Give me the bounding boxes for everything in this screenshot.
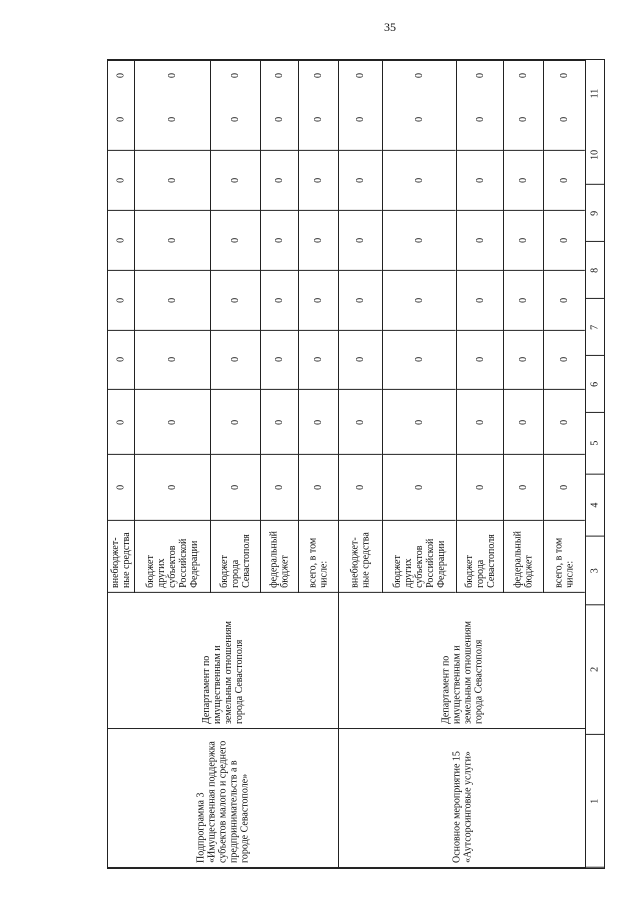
header-cell: 2 [586, 605, 604, 735]
value-cell: 0 [313, 72, 324, 78]
value-cell: 0 [211, 89, 260, 151]
value-cell: 0 [339, 211, 382, 271]
budget-table [107, 59, 605, 869]
value-cell: 0 [457, 151, 504, 211]
table-row [210, 61, 260, 593]
header-cell: 1 [586, 735, 604, 868]
value-cell: 0 [504, 390, 543, 455]
value-cell: 0 [108, 390, 134, 455]
value-cell: 0 [108, 211, 134, 271]
value-cell: 0 [457, 271, 504, 331]
header-cell: 10 [586, 126, 604, 185]
value-cell: 0 [339, 271, 382, 331]
header-cell: 9 [586, 185, 604, 242]
value-cell: 0 [261, 330, 298, 390]
value-cell: 0 [383, 330, 456, 390]
value-cell: 0 [457, 330, 504, 390]
value-cell: 0 [108, 151, 134, 211]
value-cell: 0 [211, 455, 260, 521]
value-cell: 0 [135, 390, 210, 455]
table-row [260, 61, 298, 593]
value-cell: 0 [559, 72, 571, 78]
value-cell: 0 [383, 455, 456, 521]
value-cell: 0 [167, 72, 178, 78]
funding-source: бюджет города Севастополя [457, 521, 504, 593]
group-block [338, 60, 585, 868]
value-cell: 0 [274, 72, 285, 78]
table-row [382, 61, 456, 593]
value-cell: 0 [518, 72, 530, 78]
funding-source: бюджет города Севастополя [211, 521, 260, 593]
value-cell: 0 [211, 271, 260, 331]
value-cell: 0 [230, 72, 241, 78]
value-cell: 0 [544, 89, 585, 151]
group-block [108, 60, 338, 868]
value-cell: 0 [544, 211, 585, 271]
value-cell: 0 [108, 330, 134, 390]
measure-name: Подпрограмма 3 «Имущественная поддержка субъектов малого и среднего предпринимательств а в городе Севастополе» [108, 729, 338, 868]
value-cell: 0 [135, 271, 210, 331]
table-row [503, 61, 543, 593]
funding-source: всего, в том числе: [299, 521, 338, 593]
value-cell: 0 [504, 330, 543, 390]
value-cell: 0 [383, 89, 456, 151]
executor: Департамент по имущественным и земельным отношениям города Севастополя [108, 593, 338, 729]
value-cell: 0 [299, 455, 338, 521]
funding-source: внебюджет-ные средства [339, 521, 382, 593]
header-row [585, 60, 604, 868]
value-cell: 0 [261, 151, 298, 211]
value-cell: 0 [504, 455, 543, 521]
value-cell: 0 [383, 151, 456, 211]
value-cell: 0 [108, 89, 134, 151]
table-row [134, 61, 210, 593]
value-cell: 0 [115, 72, 127, 78]
funding-source: бюджет других субъектов Российской Федерации [135, 521, 210, 593]
header-cell: 5 [586, 413, 604, 475]
page-number: 35 [384, 20, 396, 34]
value-cell: 0 [135, 211, 210, 271]
table-row [456, 61, 504, 593]
value-cell: 0 [504, 211, 543, 271]
value-cell: 0 [261, 211, 298, 271]
value-cell: 0 [544, 390, 585, 455]
value-cell: 0 [261, 390, 298, 455]
value-cell: 0 [299, 390, 338, 455]
funding-source: федеральный бюджет [504, 521, 543, 593]
value-cell: 0 [135, 455, 210, 521]
value-cell: 0 [544, 271, 585, 331]
value-cell: 0 [211, 330, 260, 390]
funding-source: внебюджет-ные средства [108, 521, 134, 593]
table-row [298, 61, 338, 593]
header-cell: 6 [586, 356, 604, 413]
executor: Департамент по имущественным и земельным отношениям города Севастополя [339, 593, 586, 729]
value-cell: 0 [383, 211, 456, 271]
value-cell: 0 [299, 211, 338, 271]
value-cell: 0 [474, 72, 486, 78]
value-cell: 0 [339, 151, 382, 211]
funding-source: всего, в том числе: [544, 521, 585, 593]
value-cell: 0 [339, 89, 382, 151]
value-cell: 0 [457, 89, 504, 151]
value-cell: 0 [383, 271, 456, 331]
header-cell: 8 [586, 242, 604, 299]
funding-source: федеральный бюджет [261, 521, 298, 593]
value-cell: 0 [299, 89, 338, 151]
table-row [543, 61, 585, 593]
value-cell: 0 [504, 271, 543, 331]
header-cell: 3 [586, 537, 604, 605]
value-cell: 0 [108, 455, 134, 521]
value-cell: 0 [339, 455, 382, 521]
table-row [339, 61, 382, 593]
header-cell: 7 [586, 299, 604, 356]
value-cell: 0 [211, 211, 260, 271]
value-cell: 0 [457, 211, 504, 271]
table-row [108, 61, 134, 593]
value-cell: 0 [299, 271, 338, 331]
value-cell: 0 [299, 330, 338, 390]
value-cell: 0 [544, 455, 585, 521]
funding-source: бюджет других субъектов Российской Федерации [383, 521, 456, 593]
header-cell: 4 [586, 474, 604, 537]
value-cell: 0 [261, 271, 298, 331]
value-cell: 0 [413, 72, 425, 78]
value-cell: 0 [504, 151, 543, 211]
value-cell: 0 [299, 151, 338, 211]
value-cell: 0 [261, 89, 298, 151]
value-cell: 0 [457, 390, 504, 455]
value-cell: 0 [354, 72, 366, 78]
value-cell: 0 [211, 151, 260, 211]
value-cell: 0 [457, 455, 504, 521]
value-cell: 0 [383, 390, 456, 455]
value-cell: 0 [135, 330, 210, 390]
value-cell: 0 [261, 455, 298, 521]
value-cell: 0 [108, 271, 134, 331]
value-cell: 0 [544, 151, 585, 211]
value-cell: 0 [544, 330, 585, 390]
value-cell: 0 [504, 89, 543, 151]
value-cell: 0 [135, 89, 210, 151]
measure-name: Основное мероприятие 15 «Аутсорсинговые услуги» [339, 729, 586, 868]
source-rows [108, 60, 338, 593]
header-cell: 11 [589, 88, 601, 98]
value-cell: 0 [211, 390, 260, 455]
value-cell: 0 [339, 390, 382, 455]
value-cell: 0 [135, 151, 210, 211]
source-rows [339, 60, 585, 593]
value-cell: 0 [339, 330, 382, 390]
